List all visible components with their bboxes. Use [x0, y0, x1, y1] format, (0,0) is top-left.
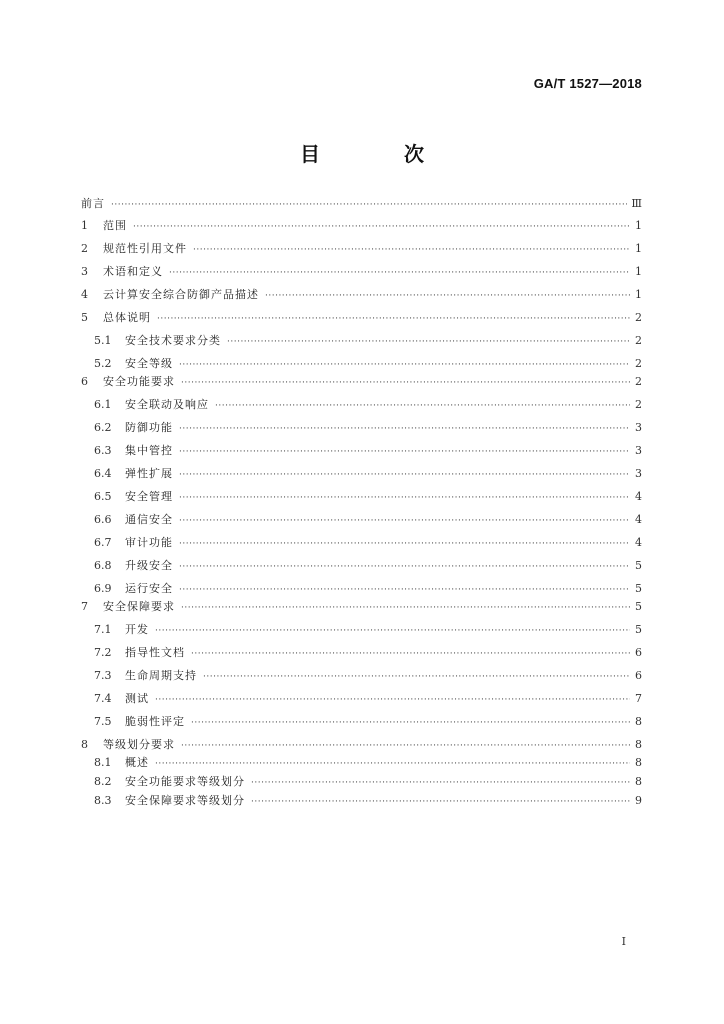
toc-dot-leader	[179, 358, 630, 372]
toc-entry-number: 6.9	[94, 582, 112, 595]
toc-entry[interactable]	[81, 756, 642, 771]
toc-entry-number: 6.1	[94, 398, 112, 411]
toc-entry-title: 安全功能要求等级划分	[125, 775, 245, 788]
toc-entry-number: 8.2	[94, 775, 112, 788]
toc-entry-page: 5	[635, 623, 642, 636]
toc-entry-number: 6.8	[94, 559, 112, 572]
toc-entry-title: 安全等级	[125, 357, 173, 370]
toc-entry-number: 7.4	[94, 692, 112, 705]
toc-entry-number: 5.2	[94, 357, 112, 370]
toc-entry-number: 6.6	[94, 513, 112, 526]
toc-dot-leader	[179, 468, 630, 482]
toc-entry-title: 升级安全	[125, 559, 173, 572]
toc-dot-leader	[111, 198, 627, 212]
toc-dot-leader	[179, 445, 630, 459]
toc-entry-number: 8	[81, 738, 88, 751]
toc-dot-leader	[191, 647, 630, 661]
toc-entry-title: 审计功能	[125, 536, 173, 549]
toc-entry[interactable]	[81, 242, 642, 257]
toc-entry[interactable]	[81, 490, 642, 505]
toc-entry-title: 脆弱性评定	[125, 715, 185, 728]
toc-entry[interactable]	[81, 775, 642, 790]
toc-dot-leader	[215, 399, 630, 413]
toc-dot-leader	[179, 491, 630, 505]
toc-entry-number: 3	[81, 265, 88, 278]
toc-dot-leader	[157, 312, 630, 326]
toc-entry[interactable]	[81, 600, 642, 615]
toc-entry-page: 8	[635, 756, 642, 769]
toc-entry-page: 4	[635, 536, 642, 549]
toc-entry-page: 1	[635, 219, 642, 232]
toc-entry-title: 防御功能	[125, 421, 173, 434]
toc-entry-page: 2	[635, 398, 642, 411]
toc-entry-number: 6.4	[94, 467, 112, 480]
toc-entry-page: 6	[635, 669, 642, 682]
toc-dot-leader	[133, 220, 630, 234]
toc-dot-leader	[179, 583, 630, 597]
toc-entry-number: 4	[81, 288, 88, 301]
toc-entry-number: 5	[81, 311, 88, 324]
toc-entry-page: 9	[635, 794, 642, 807]
toc-dot-leader	[251, 795, 630, 809]
standard-number: GA/T 1527—2018	[533, 76, 642, 91]
toc-entry-title: 运行安全	[125, 582, 173, 595]
toc-dot-leader	[265, 289, 630, 303]
toc-entry-page: 4	[635, 513, 642, 526]
toc-entry-title: 生命周期支持	[125, 669, 197, 682]
toc-entry-number: 7.5	[94, 715, 112, 728]
toc-entry-number: 7	[81, 600, 88, 613]
toc-entry-page: 1	[635, 242, 642, 255]
toc-entry[interactable]	[81, 738, 642, 753]
toc-entry-page: 2	[635, 334, 642, 347]
toc-entry-title: 云计算安全综合防御产品描述	[103, 288, 259, 301]
toc-entry[interactable]	[81, 444, 642, 459]
toc-entry[interactable]	[81, 375, 642, 390]
toc-dot-leader	[155, 757, 630, 771]
toc-entry-page: 3	[635, 444, 642, 457]
toc-entry-title: 范围	[103, 219, 127, 232]
toc-entry-number: 7.2	[94, 646, 112, 659]
toc-entry-number: 6.7	[94, 536, 112, 549]
toc-entry-page: 2	[635, 311, 642, 324]
toc-entry-number: 2	[81, 242, 88, 255]
toc-entry[interactable]	[81, 334, 642, 349]
toc-dot-leader	[179, 537, 630, 551]
toc-entry-page: 1	[635, 288, 642, 301]
toc-dot-leader	[181, 376, 630, 390]
toc-dot-leader	[191, 716, 630, 730]
toc-entry-page: 5	[635, 600, 642, 613]
toc-dot-leader	[181, 601, 630, 615]
toc-entry-number: 1	[81, 219, 88, 232]
toc-entry-title: 安全联动及响应	[125, 398, 209, 411]
toc-entry-title: 安全保障要求等级划分	[125, 794, 245, 807]
toc-entry[interactable]	[81, 513, 642, 528]
toc-dot-leader	[181, 739, 630, 753]
toc-dot-leader	[169, 266, 630, 280]
toc-entry-page: 2	[635, 357, 642, 370]
toc-entry-page: 3	[635, 467, 642, 480]
toc-dot-leader	[193, 243, 630, 257]
toc-entry-page: 1	[635, 265, 642, 278]
toc-entry-title: 总体说明	[103, 311, 151, 324]
toc-entry-title: 前言	[81, 197, 105, 210]
toc-entry-title: 弹性扩展	[125, 467, 173, 480]
toc-entry[interactable]	[81, 715, 642, 730]
toc-entry[interactable]	[81, 357, 642, 372]
toc-entry-number: 6.5	[94, 490, 112, 503]
toc-entry-page: 8	[635, 738, 642, 751]
toc-entry-page: 2	[635, 375, 642, 388]
toc-entry-title: 集中管控	[125, 444, 173, 457]
toc-entry[interactable]	[81, 559, 642, 574]
toc-entry[interactable]	[81, 582, 642, 597]
toc-entry-number: 6	[81, 375, 88, 388]
toc-entry[interactable]	[81, 265, 642, 280]
toc-entry-page: 7	[635, 692, 642, 705]
toc-entry-page: 5	[635, 582, 642, 595]
toc-entry-page: 4	[635, 490, 642, 503]
toc-entry-title: 指导性文档	[125, 646, 185, 659]
toc-entry[interactable]	[81, 536, 642, 551]
toc-entry[interactable]	[81, 692, 642, 707]
toc-entry-number: 7.3	[94, 669, 112, 682]
toc-entry-title: 概述	[125, 756, 149, 769]
toc-dot-leader	[227, 335, 630, 349]
toc-entry-number: 6.2	[94, 421, 112, 434]
toc-dot-leader	[155, 624, 630, 638]
page-number: I	[621, 935, 626, 948]
toc-dot-leader	[179, 560, 630, 574]
toc-entry[interactable]	[81, 669, 642, 684]
toc-dot-leader	[203, 670, 630, 684]
toc-entry-page: 5	[635, 559, 642, 572]
toc-entry[interactable]	[81, 646, 642, 661]
toc-entry-number: 5.1	[94, 334, 112, 347]
toc-entry-page: 6	[635, 646, 642, 659]
toc-entry-page: 8	[635, 715, 642, 728]
page-title: 目 次	[300, 142, 456, 166]
toc-entry[interactable]	[81, 219, 642, 234]
toc-entry-number: 7.1	[94, 623, 112, 636]
toc-entry-title: 术语和定义	[103, 265, 163, 278]
toc-entry[interactable]	[81, 794, 642, 809]
toc-entry-number: 6.3	[94, 444, 112, 457]
toc-dot-leader	[155, 693, 630, 707]
toc-entry-title: 开发	[125, 623, 149, 636]
toc-entry-title: 安全保障要求	[103, 600, 175, 613]
toc-entry-title: 安全技术要求分类	[125, 334, 221, 347]
toc-entry-title: 安全管理	[125, 490, 173, 503]
toc-entry-title: 通信安全	[125, 513, 173, 526]
toc-entry-title: 规范性引用文件	[103, 242, 187, 255]
toc-entry[interactable]	[81, 311, 642, 326]
toc-entry[interactable]	[81, 467, 642, 482]
toc-entry[interactable]	[81, 288, 642, 303]
toc-entry-page: 3	[635, 421, 642, 434]
toc-entry[interactable]	[81, 421, 642, 436]
toc-entry[interactable]	[81, 398, 642, 413]
toc-dot-leader	[179, 514, 630, 528]
toc-entry-number: 8.1	[94, 756, 112, 769]
toc-dot-leader	[251, 776, 630, 790]
toc-entry-title: 等级划分要求	[103, 738, 175, 751]
toc-entry-title: 测试	[125, 692, 149, 705]
toc-entry[interactable]	[81, 623, 642, 638]
toc-entry-number: 8.3	[94, 794, 112, 807]
toc-dot-leader	[179, 422, 630, 436]
toc-entry[interactable]	[81, 197, 642, 212]
toc-entry-page: Ⅲ	[631, 197, 642, 210]
toc-entry-page: 8	[635, 775, 642, 788]
toc-entry-title: 安全功能要求	[103, 375, 175, 388]
